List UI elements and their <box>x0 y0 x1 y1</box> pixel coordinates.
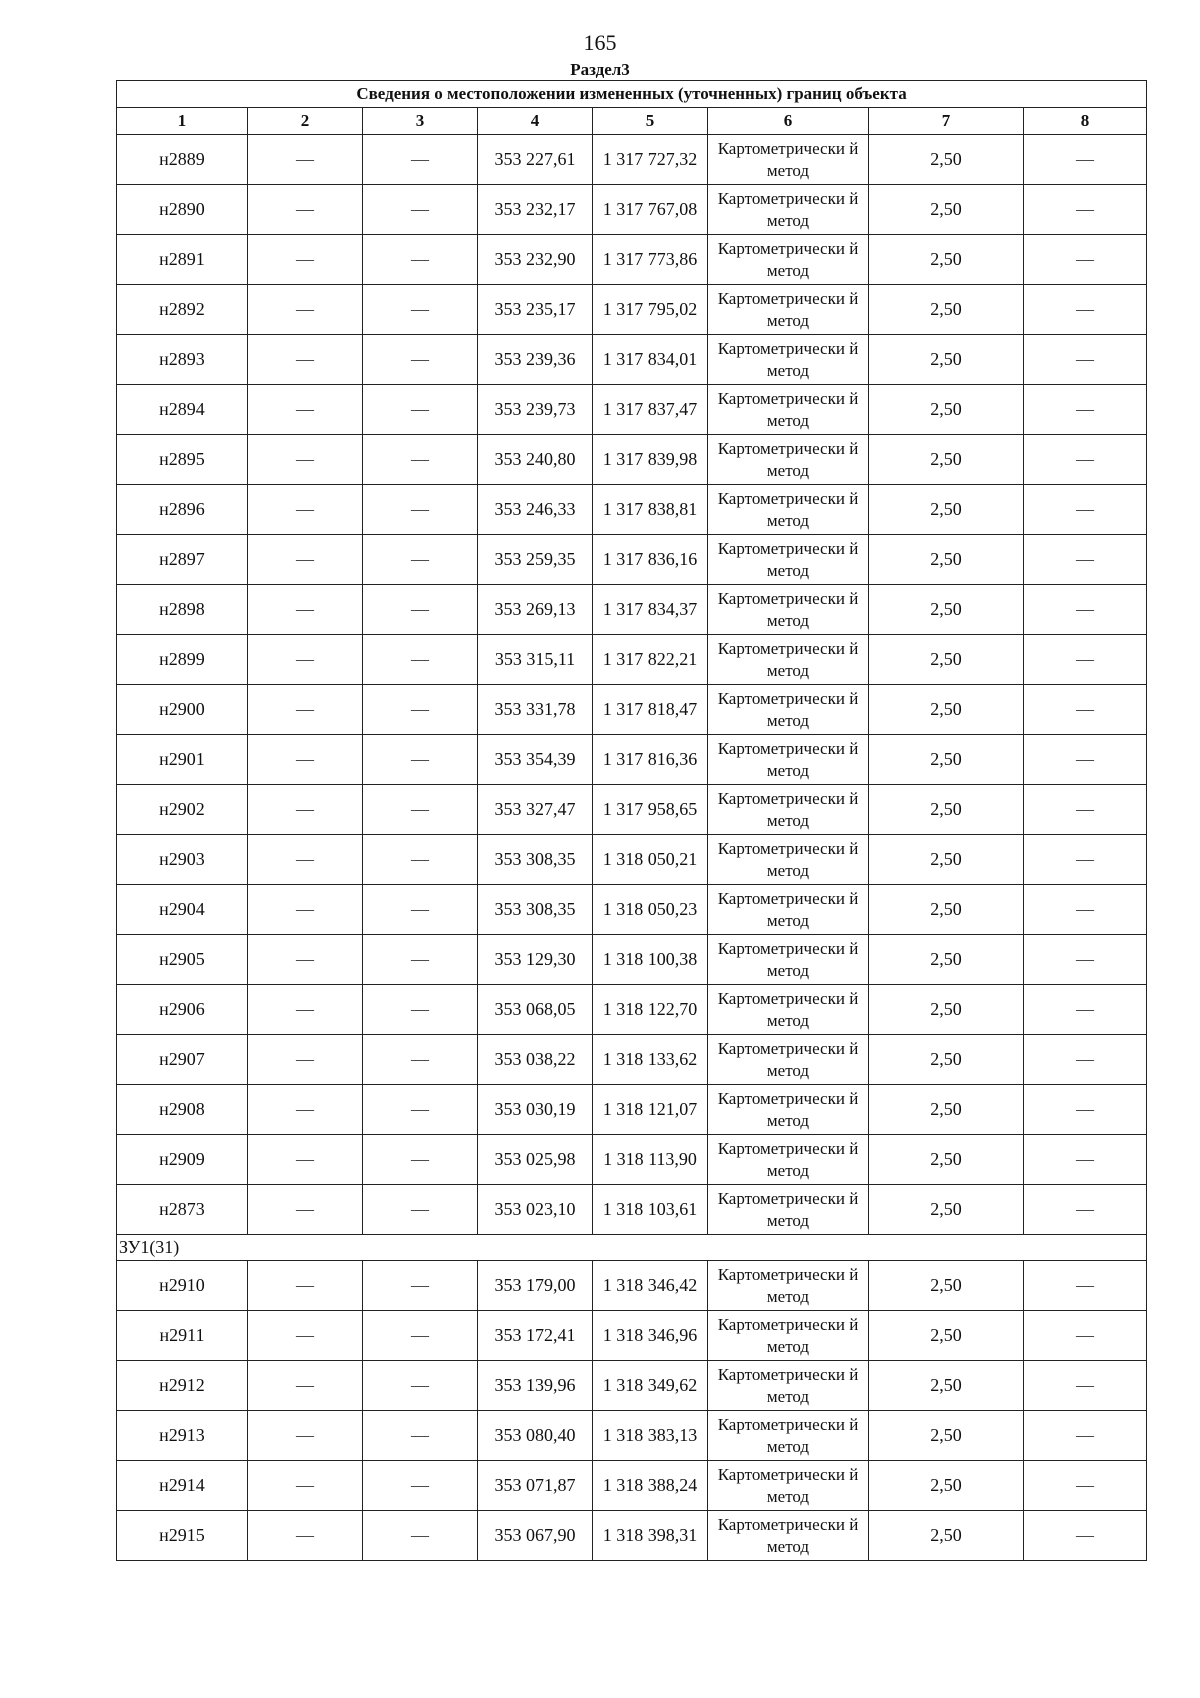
y-coordinate-cell: 1 317 795,02 <box>593 285 708 335</box>
point-id-cell: н2897 <box>117 535 248 585</box>
table-row <box>117 1411 1147 1461</box>
table-row <box>117 535 1147 585</box>
col3-cell: — <box>363 1461 478 1511</box>
table-row <box>117 1135 1147 1185</box>
y-coordinate-cell: 1 317 834,37 <box>593 585 708 635</box>
point-id-cell: н2892 <box>117 285 248 335</box>
col3-cell: — <box>363 435 478 485</box>
col3-cell: — <box>363 1085 478 1135</box>
point-id-cell: н2889 <box>117 135 248 185</box>
method-cell: Картометрически й метод <box>708 635 869 685</box>
point-id-cell: н2908 <box>117 1085 248 1135</box>
col3-cell: — <box>363 1135 478 1185</box>
y-coordinate-cell: 1 318 349,62 <box>593 1361 708 1411</box>
method-cell: Картометрически й метод <box>708 1085 869 1135</box>
table-row <box>117 185 1147 235</box>
x-coordinate-cell: 353 179,00 <box>478 1261 593 1311</box>
method-cell: Картометрически й метод <box>708 685 869 735</box>
table-row <box>117 1361 1147 1411</box>
accuracy-cell: 2,50 <box>869 1135 1024 1185</box>
col2-cell: — <box>248 535 363 585</box>
y-coordinate-cell: 1 318 398,31 <box>593 1511 708 1561</box>
y-coordinate-cell: 1 318 383,13 <box>593 1411 708 1461</box>
accuracy-cell: 2,50 <box>869 335 1024 385</box>
table-body <box>117 135 1147 1561</box>
col2-cell: — <box>248 1135 363 1185</box>
col8-cell: — <box>1024 685 1147 735</box>
col2-cell: — <box>248 185 363 235</box>
y-coordinate-cell: 1 318 388,24 <box>593 1461 708 1511</box>
method-cell: Картометрически й метод <box>708 435 869 485</box>
y-coordinate-cell: 1 317 773,86 <box>593 235 708 285</box>
point-id-cell: н2893 <box>117 335 248 385</box>
x-coordinate-cell: 353 239,73 <box>478 385 593 435</box>
accuracy-cell: 2,50 <box>869 135 1024 185</box>
col2-cell: — <box>248 735 363 785</box>
col2-cell: — <box>248 785 363 835</box>
col3-cell: — <box>363 1311 478 1361</box>
accuracy-cell: 2,50 <box>869 1511 1024 1561</box>
col2-cell: — <box>248 1085 363 1135</box>
y-coordinate-cell: 1 318 103,61 <box>593 1185 708 1235</box>
col2-cell: — <box>248 635 363 685</box>
col3-cell: — <box>363 1261 478 1311</box>
x-coordinate-cell: 353 232,17 <box>478 185 593 235</box>
x-coordinate-cell: 353 327,47 <box>478 785 593 835</box>
column-number: 8 <box>1024 108 1147 135</box>
col3-cell: — <box>363 485 478 535</box>
accuracy-cell: 2,50 <box>869 585 1024 635</box>
method-cell: Картометрически й метод <box>708 1511 869 1561</box>
x-coordinate-cell: 353 129,30 <box>478 935 593 985</box>
x-coordinate-cell: 353 038,22 <box>478 1035 593 1085</box>
method-cell: Картометрически й метод <box>708 185 869 235</box>
method-cell: Картометрически й метод <box>708 285 869 335</box>
point-id-cell: н2905 <box>117 935 248 985</box>
col8-cell: — <box>1024 235 1147 285</box>
point-id-cell: н2914 <box>117 1461 248 1511</box>
y-coordinate-cell: 1 317 837,47 <box>593 385 708 435</box>
section-title: Раздел3 <box>570 60 630 79</box>
table-row <box>117 1035 1147 1085</box>
accuracy-cell: 2,50 <box>869 1261 1024 1311</box>
column-number: 3 <box>363 108 478 135</box>
col8-cell: — <box>1024 285 1147 335</box>
col8-cell: — <box>1024 735 1147 785</box>
method-cell: Картометрически й метод <box>708 1411 869 1461</box>
accuracy-cell: 2,50 <box>869 635 1024 685</box>
table-title-row <box>117 81 1147 108</box>
accuracy-cell: 2,50 <box>869 835 1024 885</box>
accuracy-cell: 2,50 <box>869 685 1024 735</box>
col2-cell: — <box>248 435 363 485</box>
accuracy-cell: 2,50 <box>869 885 1024 935</box>
table-row <box>117 635 1147 685</box>
table-row <box>117 235 1147 285</box>
y-coordinate-cell: 1 317 834,01 <box>593 335 708 385</box>
col3-cell: — <box>363 1411 478 1461</box>
accuracy-cell: 2,50 <box>869 435 1024 485</box>
accuracy-cell: 2,50 <box>869 1361 1024 1411</box>
point-id-cell: н2904 <box>117 885 248 935</box>
x-coordinate-cell: 353 080,40 <box>478 1411 593 1461</box>
col2-cell: — <box>248 1361 363 1411</box>
x-coordinate-cell: 353 139,96 <box>478 1361 593 1411</box>
x-coordinate-cell: 353 067,90 <box>478 1511 593 1561</box>
point-id-cell: н2909 <box>117 1135 248 1185</box>
col8-cell: — <box>1024 585 1147 635</box>
col3-cell: — <box>363 685 478 735</box>
col8-cell: — <box>1024 1035 1147 1085</box>
y-coordinate-cell: 1 317 836,16 <box>593 535 708 585</box>
table-row <box>117 985 1147 1035</box>
col3-cell: — <box>363 335 478 385</box>
table-title: Сведения о местоположении измененных (уточненных) границ объекта <box>117 81 1147 108</box>
table-row <box>117 835 1147 885</box>
method-cell: Картометрически й метод <box>708 785 869 835</box>
method-cell: Картометрически й метод <box>708 1311 869 1361</box>
table-row <box>117 1185 1147 1235</box>
col8-cell: — <box>1024 785 1147 835</box>
col3-cell: — <box>363 535 478 585</box>
point-id-cell: н2906 <box>117 985 248 1035</box>
col2-cell: — <box>248 335 363 385</box>
col2-cell: — <box>248 1311 363 1361</box>
accuracy-cell: 2,50 <box>869 735 1024 785</box>
method-cell: Картометрически й метод <box>708 485 869 535</box>
accuracy-cell: 2,50 <box>869 985 1024 1035</box>
accuracy-cell: 2,50 <box>869 235 1024 285</box>
y-coordinate-cell: 1 317 822,21 <box>593 635 708 685</box>
col2-cell: — <box>248 935 363 985</box>
x-coordinate-cell: 353 240,80 <box>478 435 593 485</box>
col8-cell: — <box>1024 635 1147 685</box>
col2-cell: — <box>248 1411 363 1461</box>
col8-cell: — <box>1024 485 1147 535</box>
col3-cell: — <box>363 885 478 935</box>
table-row <box>117 485 1147 535</box>
col2-cell: — <box>248 585 363 635</box>
x-coordinate-cell: 353 331,78 <box>478 685 593 735</box>
y-coordinate-cell: 1 318 133,62 <box>593 1035 708 1085</box>
accuracy-cell: 2,50 <box>869 1461 1024 1511</box>
y-coordinate-cell: 1 318 050,23 <box>593 885 708 935</box>
x-coordinate-cell: 353 068,05 <box>478 985 593 1035</box>
column-number-row <box>117 108 1147 135</box>
x-coordinate-cell: 353 315,11 <box>478 635 593 685</box>
col8-cell: — <box>1024 335 1147 385</box>
col2-cell: — <box>248 985 363 1035</box>
col3-cell: — <box>363 235 478 285</box>
accuracy-cell: 2,50 <box>869 785 1024 835</box>
table-row <box>117 585 1147 635</box>
accuracy-cell: 2,50 <box>869 1085 1024 1135</box>
col8-cell: — <box>1024 1085 1147 1135</box>
y-coordinate-cell: 1 318 050,21 <box>593 835 708 885</box>
method-cell: Картометрически й метод <box>708 1135 869 1185</box>
x-coordinate-cell: 353 239,36 <box>478 335 593 385</box>
table-row <box>117 135 1147 185</box>
x-coordinate-cell: 353 071,87 <box>478 1461 593 1511</box>
x-coordinate-cell: 353 308,35 <box>478 885 593 935</box>
method-cell: Картометрически й метод <box>708 535 869 585</box>
col8-cell: — <box>1024 135 1147 185</box>
x-coordinate-cell: 353 235,17 <box>478 285 593 335</box>
x-coordinate-cell: 353 172,41 <box>478 1311 593 1361</box>
y-coordinate-cell: 1 317 816,36 <box>593 735 708 785</box>
group-label: ЗУ1(31) <box>117 1235 1147 1261</box>
point-id-cell: н2910 <box>117 1261 248 1311</box>
col2-cell: — <box>248 1035 363 1085</box>
point-id-cell: н2902 <box>117 785 248 835</box>
accuracy-cell: 2,50 <box>869 1185 1024 1235</box>
point-id-cell: н2901 <box>117 735 248 785</box>
col3-cell: — <box>363 1185 478 1235</box>
point-id-cell: н2899 <box>117 635 248 685</box>
col3-cell: — <box>363 635 478 685</box>
accuracy-cell: 2,50 <box>869 1411 1024 1461</box>
y-coordinate-cell: 1 317 818,47 <box>593 685 708 735</box>
accuracy-cell: 2,50 <box>869 1311 1024 1361</box>
table-row <box>117 935 1147 985</box>
col8-cell: — <box>1024 1361 1147 1411</box>
x-coordinate-cell: 353 259,35 <box>478 535 593 585</box>
col3-cell: — <box>363 385 478 435</box>
column-number: 5 <box>593 108 708 135</box>
col2-cell: — <box>248 1461 363 1511</box>
table-row <box>117 785 1147 835</box>
col3-cell: — <box>363 285 478 335</box>
accuracy-cell: 2,50 <box>869 535 1024 585</box>
point-id-cell: н2898 <box>117 585 248 635</box>
col2-cell: — <box>248 885 363 935</box>
column-number: 1 <box>117 108 248 135</box>
method-cell: Картометрически й метод <box>708 935 869 985</box>
column-number: 4 <box>478 108 593 135</box>
point-id-cell: н2900 <box>117 685 248 735</box>
col2-cell: — <box>248 685 363 735</box>
method-cell: Картометрически й метод <box>708 835 869 885</box>
point-id-cell: н2903 <box>117 835 248 885</box>
col8-cell: — <box>1024 1261 1147 1311</box>
table-row <box>117 335 1147 385</box>
method-cell: Картометрически й метод <box>708 1035 869 1085</box>
col2-cell: — <box>248 135 363 185</box>
method-cell: Картометрически й метод <box>708 1361 869 1411</box>
accuracy-cell: 2,50 <box>869 935 1024 985</box>
x-coordinate-cell: 353 232,90 <box>478 235 593 285</box>
method-cell: Картометрически й метод <box>708 1461 869 1511</box>
accuracy-cell: 2,50 <box>869 285 1024 335</box>
col3-cell: — <box>363 935 478 985</box>
col8-cell: — <box>1024 885 1147 935</box>
col3-cell: — <box>363 735 478 785</box>
point-id-cell: н2912 <box>117 1361 248 1411</box>
table-row <box>117 685 1147 735</box>
accuracy-cell: 2,50 <box>869 185 1024 235</box>
col3-cell: — <box>363 1035 478 1085</box>
col2-cell: — <box>248 1511 363 1561</box>
y-coordinate-cell: 1 318 346,96 <box>593 1311 708 1361</box>
col2-cell: — <box>248 1185 363 1235</box>
col2-cell: — <box>248 835 363 885</box>
col2-cell: — <box>248 385 363 435</box>
method-cell: Картометрически й метод <box>708 135 869 185</box>
table-row <box>117 385 1147 435</box>
col8-cell: — <box>1024 1411 1147 1461</box>
col8-cell: — <box>1024 1185 1147 1235</box>
page-number: 165 <box>583 30 617 55</box>
col3-cell: — <box>363 585 478 635</box>
point-id-cell: н2891 <box>117 235 248 285</box>
y-coordinate-cell: 1 318 100,38 <box>593 935 708 985</box>
col8-cell: — <box>1024 835 1147 885</box>
point-id-cell: н2911 <box>117 1311 248 1361</box>
y-coordinate-cell: 1 318 346,42 <box>593 1261 708 1311</box>
column-number: 2 <box>248 108 363 135</box>
x-coordinate-cell: 353 030,19 <box>478 1085 593 1135</box>
accuracy-cell: 2,50 <box>869 1035 1024 1085</box>
table-row <box>117 735 1147 785</box>
col3-cell: — <box>363 835 478 885</box>
col2-cell: — <box>248 485 363 535</box>
col8-cell: — <box>1024 185 1147 235</box>
y-coordinate-cell: 1 318 122,70 <box>593 985 708 1035</box>
group-label-row <box>117 1235 1147 1261</box>
point-id-cell: н2894 <box>117 385 248 435</box>
method-cell: Картометрически й метод <box>708 735 869 785</box>
x-coordinate-cell: 353 227,61 <box>478 135 593 185</box>
col2-cell: — <box>248 1261 363 1311</box>
x-coordinate-cell: 353 269,13 <box>478 585 593 635</box>
col3-cell: — <box>363 785 478 835</box>
accuracy-cell: 2,50 <box>869 485 1024 535</box>
col8-cell: — <box>1024 435 1147 485</box>
y-coordinate-cell: 1 317 839,98 <box>593 435 708 485</box>
table-row <box>117 885 1147 935</box>
col8-cell: — <box>1024 1135 1147 1185</box>
col8-cell: — <box>1024 985 1147 1035</box>
col8-cell: — <box>1024 385 1147 435</box>
column-number: 6 <box>708 108 869 135</box>
y-coordinate-cell: 1 317 838,81 <box>593 485 708 535</box>
method-cell: Картометрически й метод <box>708 985 869 1035</box>
method-cell: Картометрически й метод <box>708 585 869 635</box>
col2-cell: — <box>248 285 363 335</box>
y-coordinate-cell: 1 317 767,08 <box>593 185 708 235</box>
col3-cell: — <box>363 1361 478 1411</box>
x-coordinate-cell: 353 023,10 <box>478 1185 593 1235</box>
col3-cell: — <box>363 1511 478 1561</box>
col3-cell: — <box>363 985 478 1035</box>
accuracy-cell: 2,50 <box>869 385 1024 435</box>
col3-cell: — <box>363 135 478 185</box>
col8-cell: — <box>1024 535 1147 585</box>
table-row <box>117 285 1147 335</box>
y-coordinate-cell: 1 318 113,90 <box>593 1135 708 1185</box>
method-cell: Картометрически й метод <box>708 1261 869 1311</box>
y-coordinate-cell: 1 318 121,07 <box>593 1085 708 1135</box>
col8-cell: — <box>1024 1511 1147 1561</box>
x-coordinate-cell: 353 308,35 <box>478 835 593 885</box>
x-coordinate-cell: 353 246,33 <box>478 485 593 535</box>
col8-cell: — <box>1024 1311 1147 1361</box>
point-id-cell: н2895 <box>117 435 248 485</box>
table-row <box>117 435 1147 485</box>
point-id-cell: н2873 <box>117 1185 248 1235</box>
y-coordinate-cell: 1 317 727,32 <box>593 135 708 185</box>
coordinates-table <box>116 80 1147 1561</box>
table-row <box>117 1085 1147 1135</box>
table-row <box>117 1311 1147 1361</box>
col8-cell: — <box>1024 1461 1147 1511</box>
point-id-cell: н2896 <box>117 485 248 535</box>
col2-cell: — <box>248 235 363 285</box>
point-id-cell: н2913 <box>117 1411 248 1461</box>
table-row <box>117 1461 1147 1511</box>
point-id-cell: н2915 <box>117 1511 248 1561</box>
col8-cell: — <box>1024 935 1147 985</box>
column-number: 7 <box>869 108 1024 135</box>
x-coordinate-cell: 353 025,98 <box>478 1135 593 1185</box>
method-cell: Картометрически й метод <box>708 235 869 285</box>
col3-cell: — <box>363 185 478 235</box>
method-cell: Картометрически й метод <box>708 335 869 385</box>
table-row <box>117 1511 1147 1561</box>
table-row <box>117 1261 1147 1311</box>
method-cell: Картометрически й метод <box>708 885 869 935</box>
method-cell: Картометрически й метод <box>708 1185 869 1235</box>
point-id-cell: н2907 <box>117 1035 248 1085</box>
x-coordinate-cell: 353 354,39 <box>478 735 593 785</box>
point-id-cell: н2890 <box>117 185 248 235</box>
method-cell: Картометрически й метод <box>708 385 869 435</box>
y-coordinate-cell: 1 317 958,65 <box>593 785 708 835</box>
